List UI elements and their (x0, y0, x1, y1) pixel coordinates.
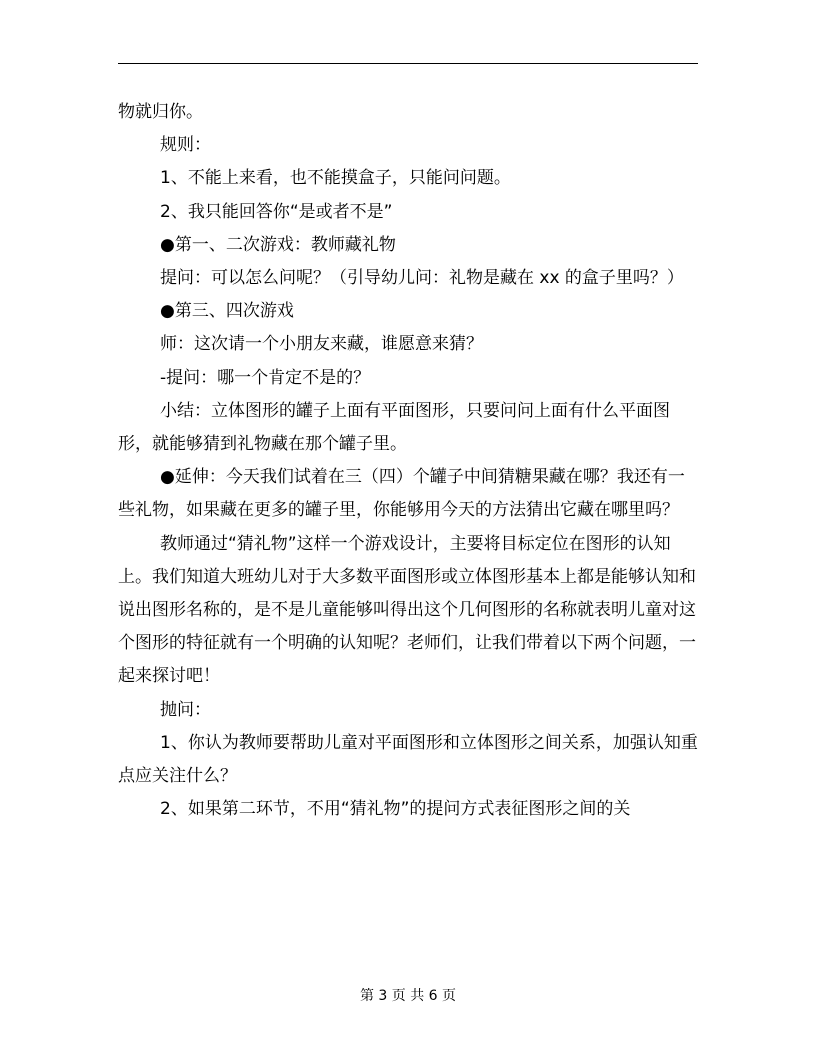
document-body (118, 96, 698, 826)
paragraph-pose-question-2: 2、如果第二环节，不用“猜礼物”的提问方式表征图形之间的关 (160, 799, 631, 820)
paragraph-analysis: 教师通过“猜礼物”这样一个游戏设计，主要将目标定位在图形的认知上。我们知道大班幼儿对于大多数平面图形或立体图形基本上都是能够认知和说出图形名称的，是不是儿童能够叫得出这个几何图形的名称就表明儿童对这个图形的特征就有一个明确的认知呢？老师们，让我们带着以下两个问题，一起来探讨吧！ (118, 533, 696, 687)
paragraph-game-1-2: ●第一、二次游戏：教师藏礼物 (160, 234, 396, 255)
paragraph-game-3-4: ●第三、四次游戏 (160, 301, 294, 322)
paragraph-1: 物就归你。 (118, 102, 203, 122)
paragraph-extension: ●延伸：今天我们试着在三（四）个罐子中间猜糖果藏在哪？我还有一些礼物，如果藏在更多的罐子里，你能够用今天的方法猜出它藏在哪里吗？ (118, 467, 685, 521)
paragraph-teacher: 师：这次请一个小朋友来藏，谁愿意来猜？ (160, 334, 483, 355)
header-rule (118, 63, 698, 64)
paragraph-question-2: -提问：哪一个肯定不是的？ (160, 367, 371, 388)
paragraph-pose-questions: 抛问： (160, 699, 211, 720)
paragraph-summary: 小结：立体图形的罐子上面有平面图形，只要问问上面有什么平面图形，就能够猜到礼物藏在那个罐子里。 (118, 400, 670, 455)
paragraph-rules-heading: 规则： (160, 135, 211, 156)
paragraph-pose-question-1: 1、你认为教师要帮助儿童对平面图形和立体图形之间关系，加强认知重点应关注什么？ (118, 732, 698, 787)
paragraph-question-1: 提问：可以怎么问呢？（引导幼儿问：礼物是藏在 xx 的盒子里吗？） (160, 268, 684, 289)
page-number: 第 3 页 共 6 页 (359, 988, 457, 1004)
paragraph-rule-2: 2、我只能回答你“是或者不是” (160, 201, 393, 222)
paragraph-rule-1: 1、不能上来看，也不能摸盒子，只能问问题。 (160, 168, 511, 189)
